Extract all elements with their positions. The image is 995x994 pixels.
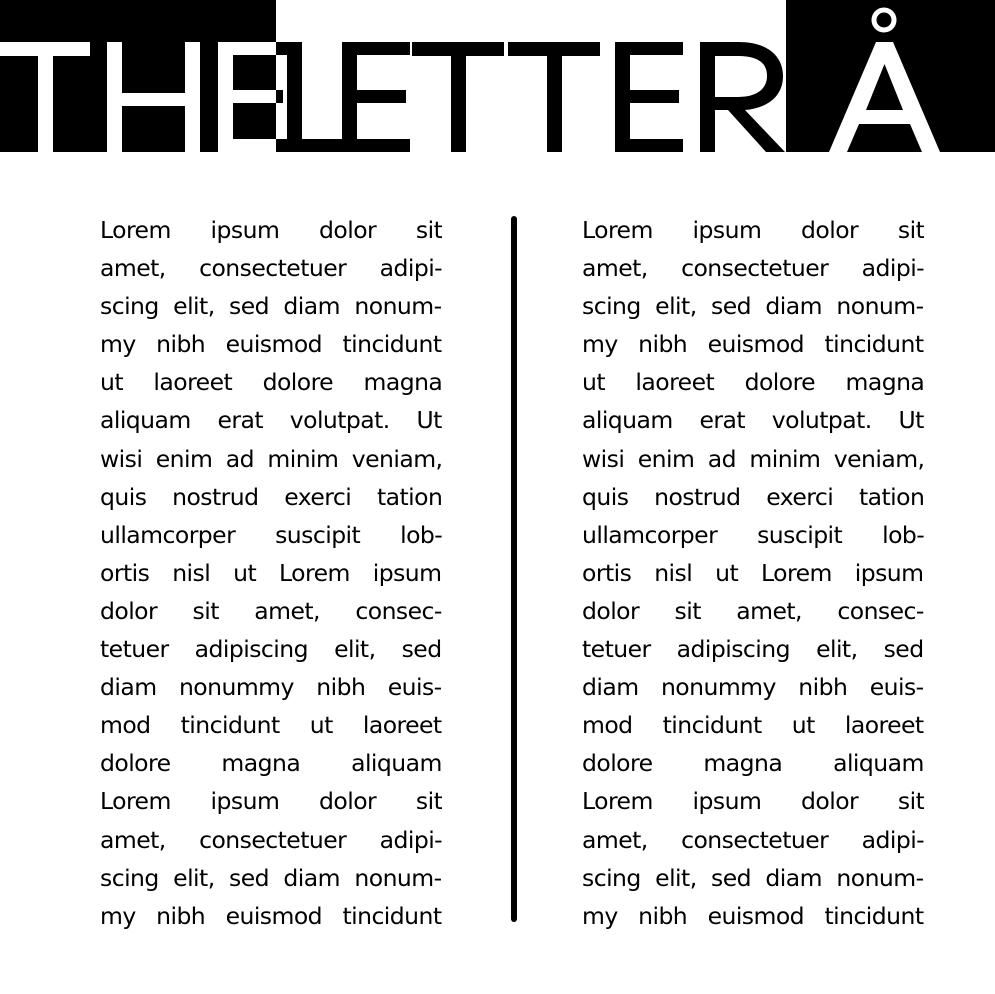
text-line: ut laoreet dolore magna: [100, 368, 442, 397]
text-line: Lorem ipsum dolor sit: [100, 787, 442, 816]
text-line: diam nonummy nibh euis-: [582, 673, 924, 702]
text-line: dolore magna aliquam: [582, 749, 924, 778]
text-line: Lorem ipsum dolor sit: [582, 787, 924, 816]
text-line: amet, consectetuer adipi-: [582, 254, 924, 283]
text-line: dolor sit amet, consec-: [582, 596, 924, 625]
text-line: scing elit, sed diam nonum-: [100, 863, 442, 892]
text-line: scing elit, sed diam nonum-: [582, 863, 924, 892]
text-line: Lorem ipsum dolor sit: [582, 216, 924, 244]
text-line: dolor sit amet, consec-: [100, 596, 442, 625]
text-line: scing elit, sed diam nonum-: [100, 292, 442, 321]
text-line: aliquam erat volutpat. Ut: [100, 406, 442, 435]
text-line: ullamcorper suscipit lob-: [582, 520, 924, 549]
text-line: amet, consectetuer adipi-: [100, 254, 442, 283]
text-line: aliquam erat volutpat. Ut: [582, 406, 924, 435]
text-line: quis nostrud exerci tation: [100, 482, 442, 511]
text-line: mod tincidunt ut laoreet: [582, 711, 924, 740]
text-line: amet, consectetuer adipi-: [582, 825, 924, 854]
text-line: amet, consectetuer adipi-: [100, 825, 442, 854]
title-word-letter: [287, 42, 785, 152]
text-line: my nibh euismod tincidunt: [100, 901, 442, 930]
text-line: wisi enim ad minim veniam,: [582, 444, 924, 473]
text-line: diam nonummy nibh euis-: [100, 673, 442, 702]
text-line: scing elit, sed diam nonum-: [582, 292, 924, 321]
text-line: tetuer adipiscing elit, sed: [582, 635, 924, 664]
text-line: wisi enim ad minim veniam,: [100, 444, 442, 473]
text-line: ortis nisl ut Lorem ipsum: [582, 558, 924, 587]
text-line: tetuer adipiscing elit, sed: [100, 635, 442, 664]
text-line: ortis nisl ut Lorem ipsum: [100, 558, 442, 587]
text-line: my nibh euismod tincidunt: [582, 901, 924, 930]
text-line: ullamcorper suscipit lob-: [100, 520, 442, 549]
column-divider: [511, 216, 517, 922]
text-line: my nibh euismod tincidunt: [100, 330, 442, 359]
text-line: Lorem ipsum dolor sit: [100, 216, 442, 244]
text-line: ut laoreet dolore magna: [582, 368, 924, 397]
title-banner-graphic: [0, 0, 995, 152]
text-column-left: [100, 211, 442, 935]
title-banner: [0, 0, 995, 152]
text-line: quis nostrud exerci tation: [582, 482, 924, 511]
text-column-right: [582, 211, 924, 935]
text-line: mod tincidunt ut laoreet: [100, 711, 442, 740]
text-line: dolore magna aliquam: [100, 749, 442, 778]
text-line: my nibh euismod tincidunt: [582, 330, 924, 359]
